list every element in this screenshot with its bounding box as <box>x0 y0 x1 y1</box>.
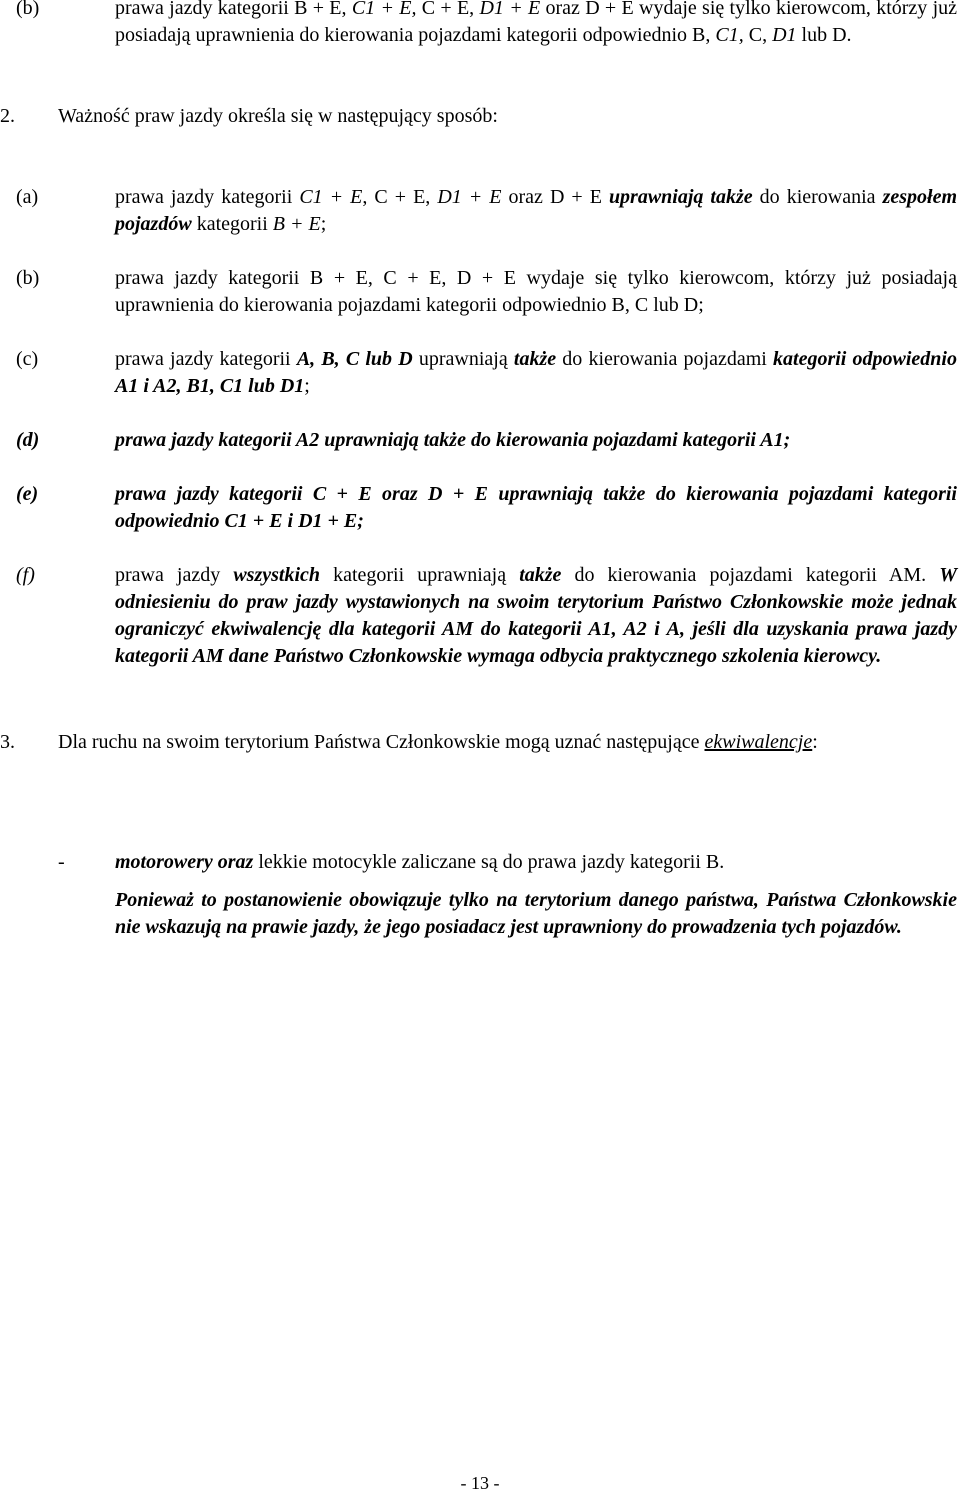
text-run: Dla ruchu na swoim terytorium Państwa Członkowskie mogą uznać następujące <box>58 731 705 753</box>
text-run: , C + E, <box>362 186 438 208</box>
text-run: prawa jazdy kategorii <box>115 186 300 208</box>
text-run: ; <box>304 375 310 397</box>
section-number: 2. <box>0 105 15 127</box>
text-run: oraz D + E wydaje się tylko kierowcom, którzy już posiadają uprawnienia do kierowania pojazdami kategorii odpowiednio B, <box>115 0 958 46</box>
text-run: do kierowania pojazdami <box>556 348 774 370</box>
text-run: zespołem pojazdów <box>115 186 957 235</box>
text-run: także <box>519 564 562 586</box>
item-label: (c) <box>16 348 39 370</box>
text-run: motorowery oraz <box>115 851 254 873</box>
text-run: kategorii odpowiednio A1 i A2, B1, C1 lub D1 <box>115 348 957 397</box>
section-text <box>58 103 938 130</box>
text-run: B + E <box>272 213 321 235</box>
item-label: (b) <box>16 0 40 19</box>
text-run: prawa jazdy kategorii B + E, C + E, D + E wydaje się tylko kierowcom, którzy już posiadają uprawnienia do kierowania pojazdami kategorii odpowiednio B, C lub D; <box>115 267 957 316</box>
item-label: (a) <box>16 186 39 208</box>
text-run: D1 <box>772 24 797 46</box>
text-run: ; <box>320 213 327 235</box>
text-run: kategorii uprawniają <box>320 564 520 586</box>
text-run: oraz D + E <box>501 186 609 208</box>
text-run: prawa jazdy kategorii <box>115 348 297 370</box>
text-run: kategorii <box>191 213 273 235</box>
item-text <box>115 184 957 238</box>
text-run: prawa jazdy kategorii C + E oraz D + E uprawniają także do kierowania pojazdami kategorii odpowiednio C1 + E i D1 + E; <box>115 483 957 532</box>
text-run: : <box>812 731 818 753</box>
item-text <box>115 0 957 49</box>
text-run: wszystkich <box>233 564 321 586</box>
text-run: prawa jazdy kategorii B + E, <box>115 0 352 19</box>
dash-note-text <box>115 887 957 941</box>
text-run: także <box>513 348 557 370</box>
text-run: D1 + E <box>437 186 502 208</box>
text-run: C1 + E, <box>351 0 417 19</box>
item-text <box>115 427 957 454</box>
text-run: prawa jazdy <box>115 564 234 586</box>
text-run: do kierowania <box>752 186 883 208</box>
text-run: lub D. <box>796 24 852 46</box>
section-text <box>58 729 957 756</box>
item-label: (d) <box>16 429 40 451</box>
text-run: C, <box>743 24 773 46</box>
item-text <box>115 346 957 400</box>
text-run: D1 + E <box>479 0 541 19</box>
text-run: W odniesieniu do praw jazdy wystawionych na swoim terytorium Państwo Członkowskie może jednak ograniczyć ekwiwalencję dla kategorii AM do kategorii A1, A2 i A, jeśli dla uzyskania prawa jazdy kategorii AM dane Państwo Członkowskie wymaga odbycia praktycznego szkolenia kierowcy. <box>115 564 958 667</box>
text-run: Ważność praw jazdy określa się w następujący sposób: <box>58 105 498 127</box>
section-number: 3. <box>0 731 15 753</box>
item-text <box>115 481 957 535</box>
text-run: Ponieważ to postanowienie obowiązuje tylko na terytorium danego państwa, Państwa Członkowskie nie wskazują na prawie jazdy, że jego posiadacz jest uprawniony do prowadzenia tych pojazdów. <box>115 889 957 938</box>
text-run: C1 + E <box>299 186 363 208</box>
text-run: do kierowania pojazdami kategorii AM. <box>561 564 940 586</box>
dash-marker: - <box>58 851 65 873</box>
page-number: - 13 - <box>460 1473 500 1493</box>
item-text <box>115 265 957 319</box>
item-label: (e) <box>16 483 39 505</box>
item-text <box>115 562 957 670</box>
text-run: uprawniają także <box>608 186 753 208</box>
text-run: prawa jazdy kategorii A2 uprawniają także do kierowania pojazdami kategorii A1; <box>115 429 791 451</box>
text-run: uprawniają <box>412 348 514 370</box>
dash-item-text <box>115 849 957 876</box>
text-run: A, B, C lub D <box>296 348 413 370</box>
text-run: C1, <box>715 24 744 46</box>
text-run: C + E, <box>416 0 480 19</box>
item-label: (b) <box>16 267 40 289</box>
item-label: (f) <box>16 564 35 586</box>
text-run: lekkie motocykle zaliczane są do prawa jazdy kategorii B. <box>253 851 725 873</box>
text-run: ekwiwalencje <box>704 731 813 753</box>
